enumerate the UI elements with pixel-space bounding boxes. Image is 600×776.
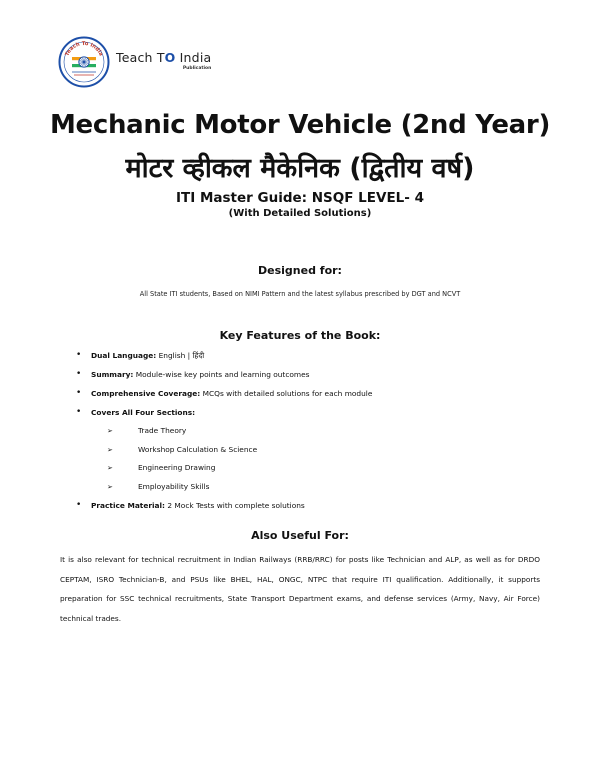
feature-item-practice: • Practice Material: 2 Mock Tests with complete solutions <box>76 496 546 515</box>
section-item: ➢ Employability Skills <box>107 478 546 497</box>
also-useful-text: It is also relevant for technical recruitment in Indian Railways (RRB/RRC) for posts like Technician and ALP, as well as for DRDO CEPTAM, ISRO Technician-B, and PSUs like BHEL, HAL, ONGC, NTPC that require ITI qualification. Additionally, it supports preparation for SSC technical recruitments, State Transport Department exams, and defense services (Army, Navy, Air Force) technical trades. <box>60 555 540 623</box>
feature-item-summary: • Summary: Module-wise key points and learning outcomes <box>76 365 546 384</box>
book-title-english: Mechanic Motor Vehicle (2nd Year) <box>49 110 551 140</box>
publisher-name: Teach TO India <box>116 49 212 65</box>
guide-subtitle: (With Detailed Solutions) <box>228 208 372 219</box>
publisher-sub: Publication <box>182 65 212 71</box>
seal-arc-text: Teach To India <box>64 40 104 58</box>
feature-item-sections: • Covers All Four Sections: ➢ Trade Theory ➢ Workshop Calculation & Science ➢ Engineering Drawing ➢ Employability Skills <box>76 403 546 496</box>
section-item: ➢ Trade Theory <box>107 422 546 441</box>
designed-for-text: All State ITI students, Based on NIMI Pattern and the latest syllabus prescribed by DGT and NCVT <box>139 290 461 298</box>
section-item: ➢ Engineering Drawing <box>107 459 546 478</box>
sections-sublist <box>91 422 546 496</box>
book-title-hindi: मोटर व्हीकल मैकेनिक (द्वितीय वर्ष) <box>125 153 475 184</box>
also-useful-heading: Also Useful For: <box>251 529 349 542</box>
key-features-heading: Key Features of the Book: <box>219 329 381 342</box>
designed-for-heading: Designed for: <box>258 264 342 277</box>
key-features-list <box>76 346 546 515</box>
publisher-logo <box>58 36 211 88</box>
guide-title: ITI Master Guide: NSQF LEVEL- 4 <box>176 190 424 206</box>
feature-item-coverage: • Comprehensive Coverage: MCQs with detailed solutions for each module <box>76 384 546 403</box>
section-item: ➢ Workshop Calculation & Science <box>107 441 546 460</box>
publisher-seal-icon <box>58 36 110 88</box>
feature-item-dual-language: • Dual Language: English | हिंदी <box>76 346 546 365</box>
